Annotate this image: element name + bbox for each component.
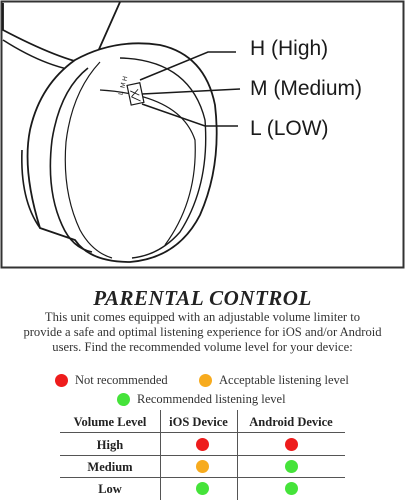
orange-dot-icon <box>199 374 212 387</box>
row-level-medium: Medium <box>87 460 133 474</box>
description-line: provide a safe and optimal listening experience for iOS and/or Android <box>23 325 382 339</box>
table-rule <box>60 455 345 456</box>
header-volume-level: Volume Level <box>73 415 147 429</box>
row-level-high: High <box>96 438 124 452</box>
row-level-low: Low <box>98 482 122 496</box>
switch-letter-l: L <box>117 90 126 96</box>
legend-acceptable <box>199 372 349 388</box>
android-medium-green-dot-icon <box>285 460 298 473</box>
android-low-green-dot-icon <box>285 482 298 495</box>
header-ios: iOS Device <box>169 415 228 429</box>
label-low: L (LOW) <box>250 117 329 140</box>
ios-high-red-dot-icon <box>196 438 209 451</box>
green-dot-icon <box>117 393 130 406</box>
label-high: H (High) <box>250 37 329 60</box>
switch-letter-h: H <box>121 75 130 82</box>
red-dot-icon <box>55 374 68 387</box>
table-divider <box>160 410 161 500</box>
table-rule <box>60 432 345 433</box>
legend-label: Recommended listening level <box>137 392 286 406</box>
android-high-red-dot-icon <box>285 438 298 451</box>
table-rule <box>60 477 345 478</box>
description <box>12 310 393 355</box>
section-title: PARENTAL CONTROL <box>93 286 312 310</box>
description-line: This unit comes equipped with an adjustable volume limiter to <box>44 310 361 324</box>
ios-medium-orange-dot-icon <box>196 460 209 473</box>
legend-recommended <box>117 391 286 407</box>
header-android: Android Device <box>249 415 333 429</box>
switch-letter-m: M <box>119 82 128 89</box>
legend-not-recommended <box>55 372 168 388</box>
legend-label: Acceptable listening level <box>219 373 349 387</box>
description-line: users. Find the recommended volume level for your device: <box>52 340 353 354</box>
label-medium: M (Medium) <box>250 77 363 100</box>
table-divider <box>237 410 238 500</box>
ios-low-green-dot-icon <box>196 482 209 495</box>
legend-label: Not recommended <box>75 373 168 387</box>
